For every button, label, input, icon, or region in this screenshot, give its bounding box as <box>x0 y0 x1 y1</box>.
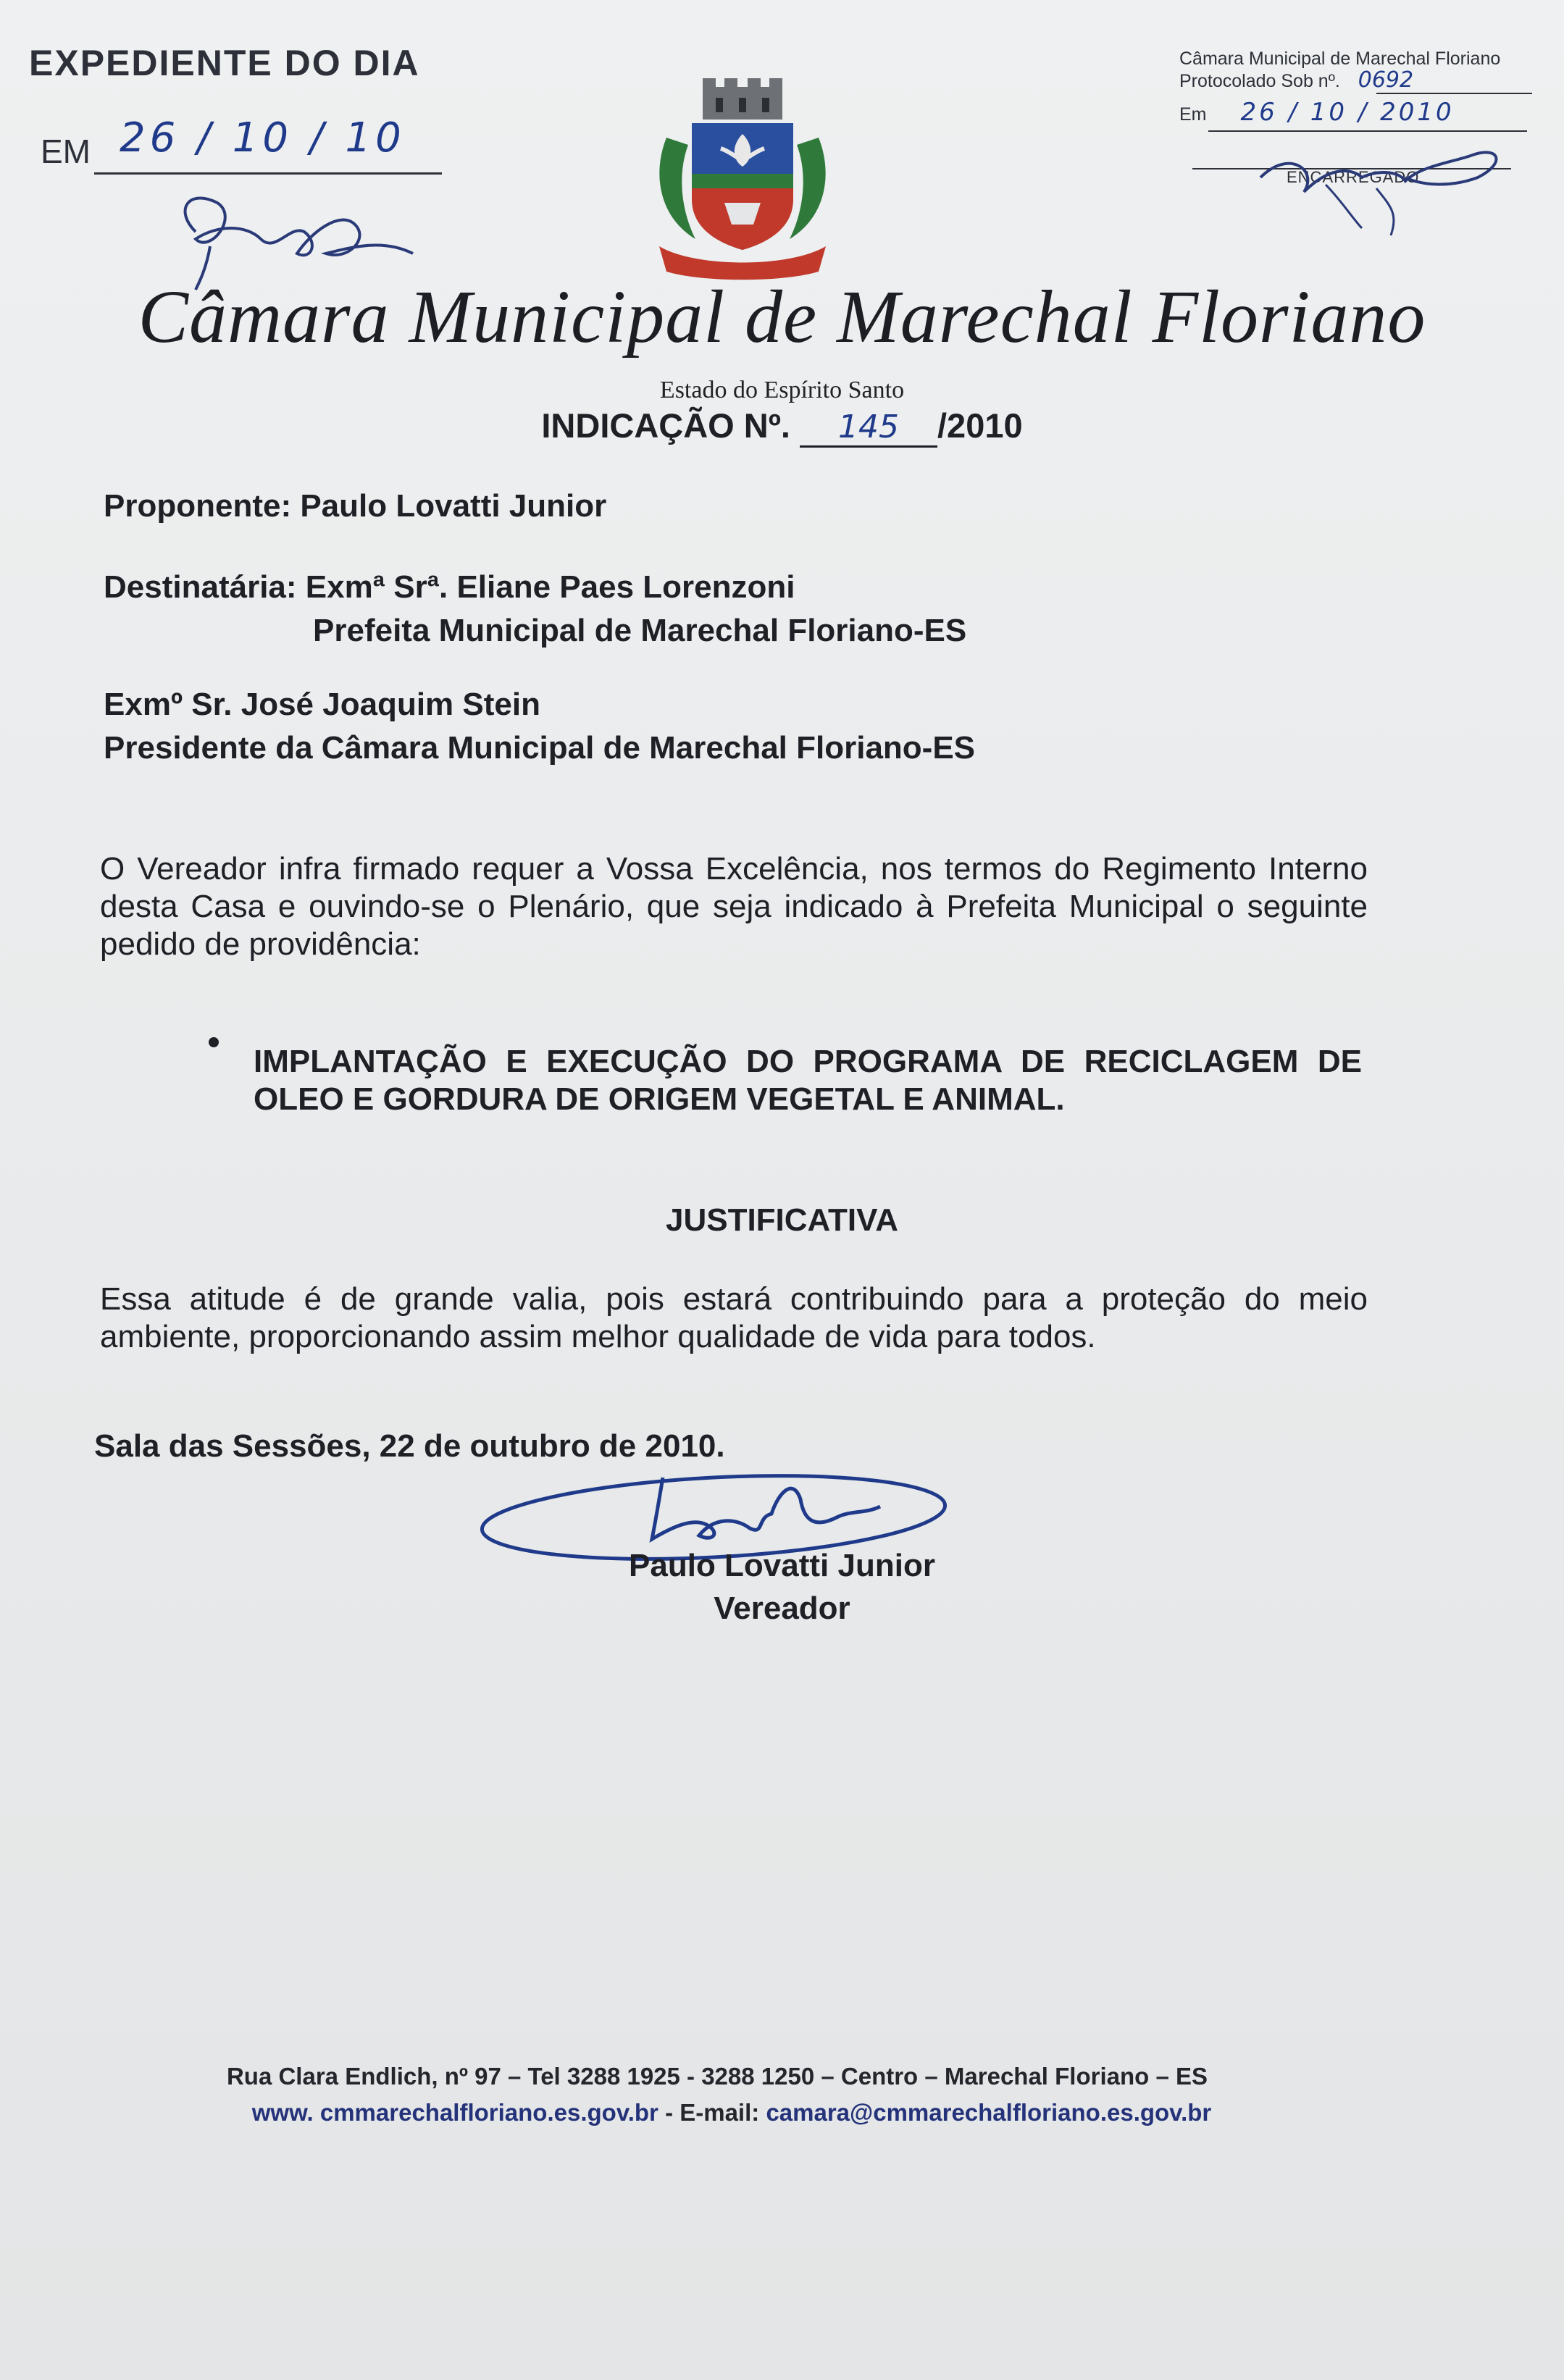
footer-address: Rua Clara Endlich, nº 97 – Tel 3288 1925 - 3288 1250 – Centro – Marechal Floriano – ES <box>226 2063 1208 2090</box>
expediente-em-label: EM <box>41 133 91 170</box>
justificativa-paragraph: Essa atitude é de grande valia, pois estará contribuindo para a proteção do meio ambiente, proporcionando assim melhor qualidade de vida para todos. <box>100 1281 1368 1354</box>
signer-title: Vereador <box>714 1591 850 1626</box>
bullet-icon <box>209 1037 219 1047</box>
indicacao-prefix: INDICAÇÃO Nº. <box>541 406 790 445</box>
footer-contacts <box>145 2099 1318 2127</box>
expediente-date-line <box>94 172 442 175</box>
protocol-encarregado-signature <box>1231 127 1521 235</box>
footer-email-label: - E-mail: <box>658 2099 766 2126</box>
protocol-number-line <box>1376 93 1532 94</box>
municipal-coat-of-arms-icon <box>645 72 840 282</box>
protocol-number: 0692 <box>1358 67 1414 93</box>
chamber-name-heading: Câmara Municipal de Marechal Floriano <box>138 275 1426 359</box>
expediente-stamp-title: EXPEDIENTE DO DIA <box>29 43 420 83</box>
second-recipient-name: Exmº Sr. José Joaquim Stein <box>104 687 540 722</box>
indicacao-heading <box>0 406 1564 448</box>
protocol-label: Protocolado Sob nº. <box>1179 71 1340 91</box>
protocol-stamp-chamber: Câmara Municipal de Marechal Floriano <box>1179 49 1501 69</box>
protocol-encarregado-label: ENCARREGADO <box>1287 168 1420 186</box>
state-subtitle: Estado do Espírito Santo <box>659 377 905 403</box>
sala-date-line: Sala das Sessões, 22 de outubro de 2010. <box>94 1428 725 1464</box>
protocol-handwritten-date: 26 / 10 / 2010 <box>1240 98 1455 127</box>
proponente-line: Proponente: Paulo Lovatti Junior <box>104 488 607 524</box>
protocol-em-label: Em <box>1179 104 1207 125</box>
destinataria-line <box>104 569 795 606</box>
second-recipient-role: Presidente da Câmara Municipal de Marechal Floriano-ES <box>104 730 976 766</box>
footer-website-link[interactable]: www. cmmarechalfloriano.es.gov.br <box>251 2099 658 2126</box>
requested-measure-item: IMPLANTAÇÃO E EXECUÇÃO DO PROGRAMA DE RECICLAGEM DE OLEO E GORDURA DE ORIGEM VEGETAL E ANIMAL. <box>254 1044 1362 1117</box>
signer-name: Paulo Lovatti Junior <box>629 1548 935 1583</box>
justificativa-heading: JUSTIFICATIVA <box>665 1202 899 1238</box>
destinataria-label: Destinatária: <box>104 569 297 605</box>
protocol-em-row <box>1179 98 1455 127</box>
protocol-stamp-label <box>1179 67 1414 93</box>
footer-email-link[interactable]: camara@cmmarechalfloriano.es.gov.br <box>766 2099 1212 2126</box>
indicacao-year: /2010 <box>937 406 1023 445</box>
request-paragraph: O Vereador infra firmado requer a Vossa Excelência, nos termos do Regimento Interno desta Casa e ouvindo-se o Plenário, que seja indicado à Prefeita Municipal o seguinte pedido de providência: <box>100 851 1368 962</box>
indicacao-number: 145 <box>800 408 937 448</box>
destinataria-name: Exmª Srª. Eliane Paes Lorenzoni <box>305 569 795 605</box>
expediente-handwritten-date: 26 / 10 / 10 <box>120 114 406 162</box>
destinataria-role: Prefeita Municipal de Marechal Floriano-ES <box>313 613 967 648</box>
